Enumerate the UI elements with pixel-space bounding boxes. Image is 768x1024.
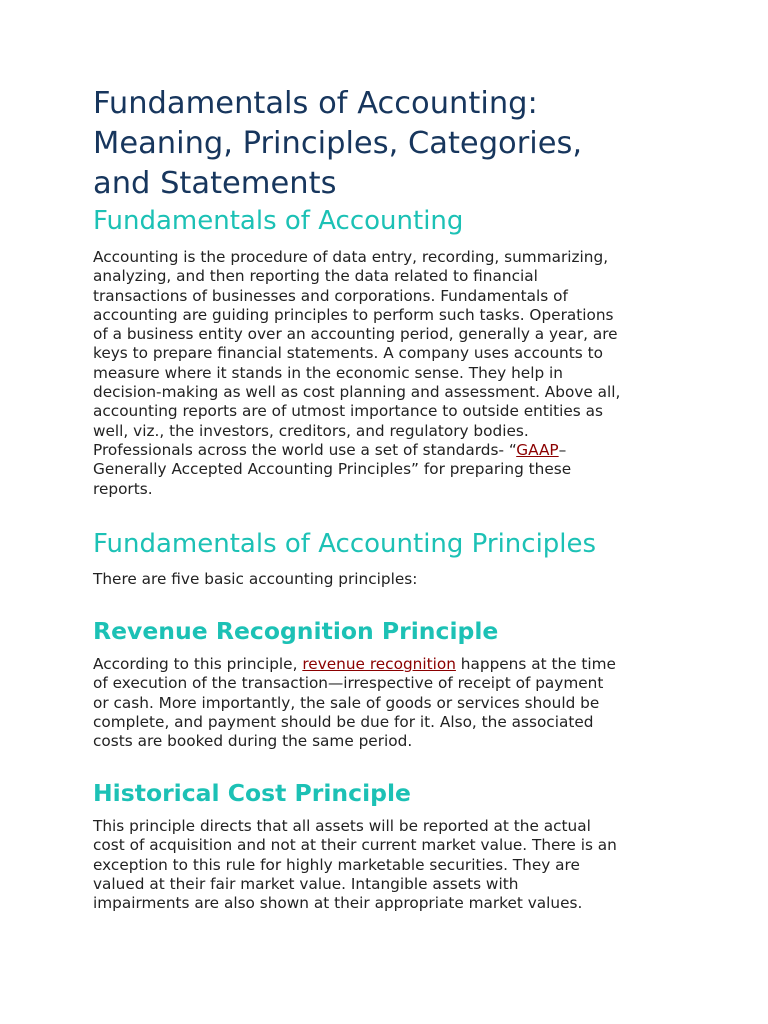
title-line: Fundamentals of Accounting: xyxy=(93,86,538,121)
section-heading-principles: Fundamentals of Accounting Principles xyxy=(93,529,597,559)
paragraph-line: accounting are guiding principles to perform such tasks. Operations xyxy=(93,305,614,324)
paragraph-line: accounting reports are of utmost importance to outside entities as xyxy=(93,402,603,421)
gaap-lead-text: Professionals across the world use a set of standards- “ xyxy=(93,440,517,459)
paragraph-line: transactions of businesses and corporations. Fundamentals of xyxy=(93,286,568,305)
paragraph-line: Accounting is the procedure of data entry, recording, summarizing, xyxy=(93,248,609,266)
paragraph-line: measure where it stands in the economic sense. They help in xyxy=(93,363,563,382)
revenue-recognition-link[interactable]: revenue recognition xyxy=(302,655,456,673)
paragraph-line: of execution of the transaction—irrespective of receipt of payment xyxy=(93,674,604,693)
paragraph-line: costs are booked during the same period. xyxy=(93,732,413,751)
paragraph-line: This principle directs that all assets will be reported at the actual xyxy=(93,817,591,835)
revenue-lead-text: According to this principle, xyxy=(93,655,303,673)
paragraph-line: of a business entity over an accounting period, generally a year, are xyxy=(93,325,618,344)
section-heading-fundamentals: Fundamentals of Accounting xyxy=(93,206,464,236)
gaap-trail-text: – xyxy=(558,440,567,459)
paragraph-line: reports. xyxy=(93,479,153,498)
fundamentals-paragraph xyxy=(93,248,683,499)
paragraph-line: or cash. More importantly, the sale of goods or services should be xyxy=(93,693,600,712)
title-line: Meaning, Principles, Categories, xyxy=(93,126,583,161)
principles-intro xyxy=(93,570,683,589)
title-line: and Statements xyxy=(93,166,337,201)
revenue-paragraph xyxy=(93,655,683,751)
paragraph-line: keys to prepare financial statements. A company uses accounts to xyxy=(93,344,603,363)
revenue-trail-text: happens at the time xyxy=(455,655,616,673)
section-heading-revenue-recognition: Revenue Recognition Principle xyxy=(93,617,499,645)
paragraph-line: impairments are also shown at their appropriate market values. xyxy=(93,894,583,913)
section-heading-historical-cost: Historical Cost Principle xyxy=(93,779,411,807)
historical-cost-paragraph xyxy=(93,817,683,913)
paragraph-line: analyzing, and then reporting the data related to financial xyxy=(93,267,538,286)
paragraph-line: complete, and payment should be due for it. Also, the associated xyxy=(93,712,594,731)
paragraph-line xyxy=(93,441,683,460)
paragraph-line: exception to this rule for highly marketable securities. They are xyxy=(93,855,580,874)
document-title xyxy=(93,84,693,204)
paragraph-line: well, viz., the investors, creditors, and regulatory bodies. xyxy=(93,421,529,440)
gaap-link[interactable]: GAAP xyxy=(516,440,559,459)
paragraph-line: decision-making as well as cost planning and assessment. Above all, xyxy=(93,383,621,402)
paragraph-line: Generally Accepted Accounting Principles” for preparing these xyxy=(93,460,572,479)
paragraph-line xyxy=(93,655,683,674)
paragraph-line: cost of acquisition and not at their current market value. There is an xyxy=(93,836,617,855)
paragraph-line: valued at their fair market value. Intangible assets with xyxy=(93,874,519,893)
paragraph-line: There are five basic accounting principles: xyxy=(93,570,418,588)
